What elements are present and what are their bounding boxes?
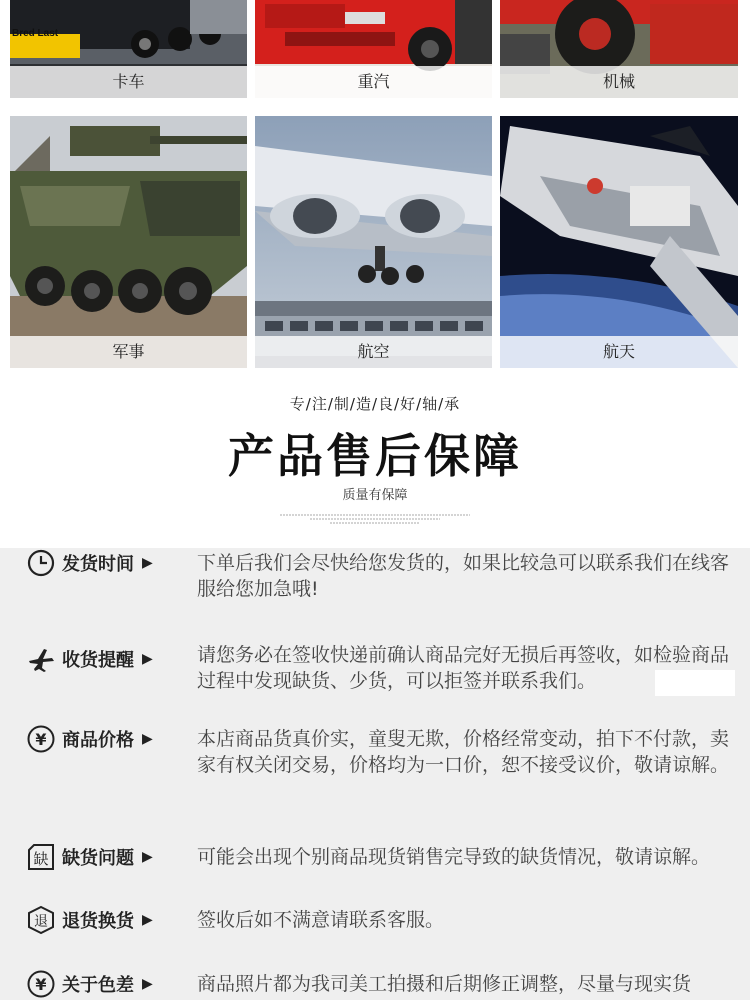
gallery-tile-heavy-truck [255, 0, 492, 98]
policy-text: 本店商品货真价实，童叟无欺，价格经常变动，拍下不付款，卖家有权关闭交易，价格均为一口价，恕不接受议价，敬请谅解。 [197, 728, 730, 776]
gallery-tile-space [500, 116, 738, 368]
decorative-fine-lines [275, 512, 475, 526]
policy-panel [0, 548, 750, 1000]
gallery-caption: 机械 [500, 66, 738, 98]
armored-vehicle-photo [10, 116, 247, 368]
policy-label: 商品价格 [62, 730, 134, 751]
page-subtitle: 质量有保障 [342, 488, 408, 503]
return-icon [26, 905, 56, 935]
stock-shortage-icon [26, 842, 56, 872]
arrow-right-icon: ▶ [142, 555, 153, 571]
gallery-caption: 军事 [10, 336, 247, 368]
policy-text: 下单后我们会尽快给您发货的，如果比较急可以联系我们在线客服给您加急哦! [197, 552, 730, 600]
policy-label: 关于色差 [62, 975, 134, 996]
gallery-tile-aviation [255, 116, 492, 368]
arrow-right-icon: ▶ [142, 849, 153, 865]
arrow-right-icon: ▶ [142, 912, 153, 928]
gallery-tile-machinery [500, 0, 738, 98]
policy-label: 缺货问题 [62, 848, 134, 869]
gallery-caption: 航天 [500, 336, 738, 368]
blank-patch [655, 670, 735, 696]
return-icon-char: 退 [34, 914, 48, 930]
policy-text: 请您务必在签收快递前确认商品完好无损后再签收，如检验商品过程中发现缺货、少货，可以拒签并联系我们。 [197, 644, 730, 692]
clock-icon [26, 548, 56, 578]
gallery-tile-truck [10, 0, 247, 98]
policy-text: 可能会出现个别商品现货销售完导致的缺货情况，敬请谅解。 [197, 846, 711, 868]
policy-text: 签收后如不满意请联系客服。 [197, 909, 445, 931]
svg-text:¥: ¥ [35, 730, 47, 749]
gallery-tile-military [10, 116, 247, 368]
truck-plate-text: Bred Last [12, 28, 59, 39]
airplane-icon [26, 644, 56, 674]
arrow-right-icon: ▶ [142, 731, 153, 747]
page-title: 产品售后保障 [228, 429, 522, 483]
policy-label: 发货时间 [62, 554, 134, 575]
arrow-right-icon: ▶ [142, 976, 153, 992]
airplane-photo [255, 116, 492, 368]
yen-icon [26, 724, 56, 754]
gallery-caption: 卡车 [10, 66, 247, 98]
policy-label: 退货换货 [62, 911, 134, 932]
policy-text: 商品照片都为我司美工拍摄和后期修正调整，尽量与现实货 [197, 973, 692, 995]
tagline: 专/注/制/造/良/好/轴/承 [289, 395, 461, 413]
gallery-caption: 重汽 [255, 66, 492, 98]
policy-label: 收货提醒 [62, 650, 134, 671]
arrow-right-icon: ▶ [142, 651, 153, 667]
yen-icon [26, 969, 56, 999]
stock-shortage-icon-char: 缺 [33, 850, 49, 868]
svg-text:¥: ¥ [35, 975, 47, 994]
space-shuttle-photo [500, 116, 738, 368]
gallery-caption: 航空 [255, 336, 492, 368]
